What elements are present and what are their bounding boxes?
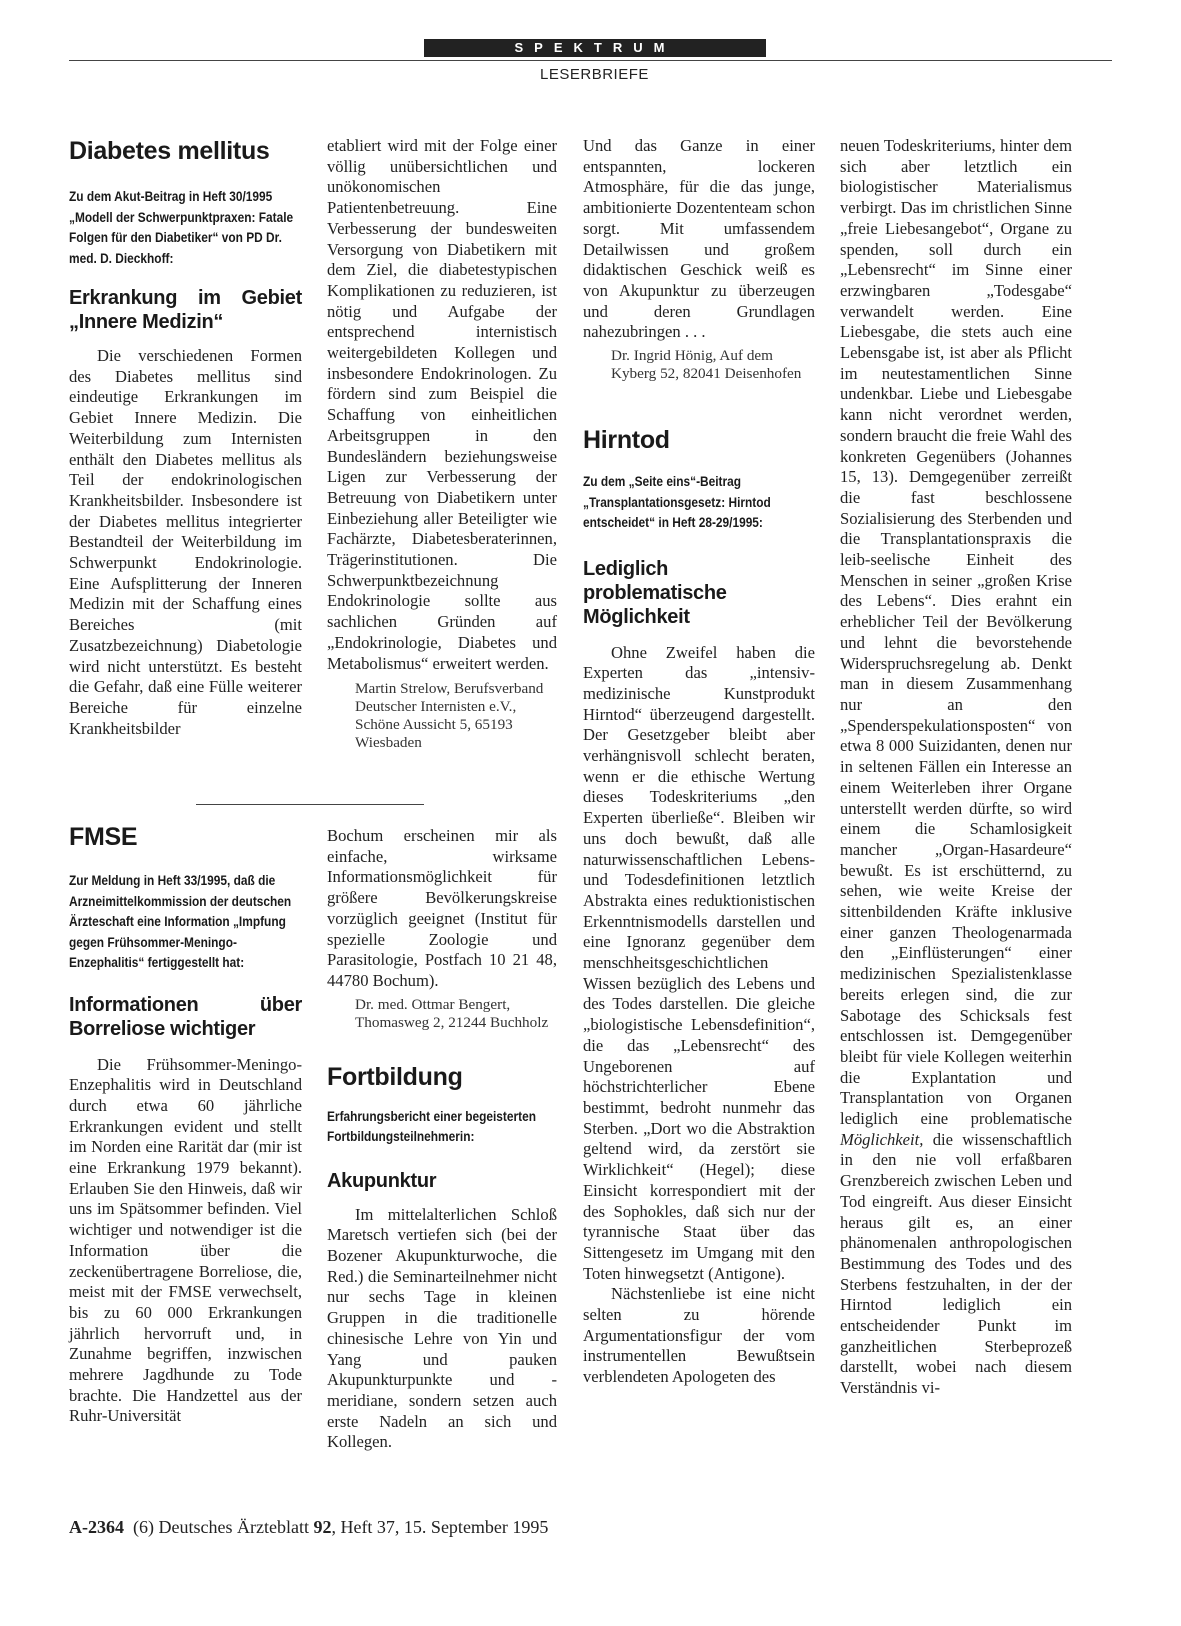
article-signature-diabetes: Martin Strelow, Berufsverband Deutscher Internisten e.V., Schöne Aussicht 5, 65193 Wiesbaden xyxy=(355,680,544,752)
column-2-bottom xyxy=(327,826,557,1453)
article-title-fmse: FMSE xyxy=(69,823,138,851)
article-subtitle-fortbildung: Akupunktur xyxy=(327,1169,437,1192)
article-lede-fortbildung: Erfahrungsbericht einer begeisterten Fortbildungsteilnehmerin: xyxy=(327,1107,536,1145)
column-1-top xyxy=(69,136,302,739)
article-body-hirntod-3a: neuen Todeskriteriums, hinter dem sich aber letztlich ein biologistischer Materialismus verbirgt. Das im christlichen Sinne „freie Liebesangebot“, Organe zu spenden, soll durch ein „Lebensrecht“ im Sinne einer erzwingbaren „Todesgabe“ verwandelt werden. Eine Liebesgabe, die stets auch eine Lebensgabe ist, ist aber als Pflicht im neutestamentlichen Sinne undenkbar. Liebe und Liebesgabe kann nicht verordnet werden, sondern braucht die freie Wahl des konkreten Gegenübers (Johannes 15, 13). Demgegenüber zerreißt die fast beschlossene Sozialisierung des Sterbenden und die Transplantationspraxis die leib-seelische Einheit des Menschen in seiner „großen Krise des Lebens“. Dies erahnt ein erheblicher Teil der Bevölkerung und lehnt die bevorstehende Widerspruchsregelung ab. Denkt man in diesem Zusammenhang nur an den „Spenderspekulationsposten“ von etwa 8 000 Suizidanten, denen nur in seltenen Fällen ein Interesse an einem Weiterleben ihrer Organe unterstellt werden dürfte, so wird einem die Schamlosigkeit mancher „Organ-Hasardeure“ bewußt. Es ist erschütternd, zu sehen, wie weite Kreise der sittenbildenden Kräfte inklusive einer ganzen Theologenarmada den „Einflüsterungen“ einer medizinischen Spezialistenklasse bereits erlegen sind, die zur Sabotage des Schicksals fest entschlossen ist. Demgegenüber bleibt für viele Kollegen weiterhin die Explantation und Transplantation von Organen lediglich eine problematische xyxy=(840,136,1072,1129)
column-3 xyxy=(583,136,815,1388)
article-lede-fmse: Zur Meldung in Heft 33/1995, daß die Arzneimittelkommission der deutschen Ärzteschaft eine Information „Impfung gegen Frühsommer-Meningo-Enzephalitis“ fertiggestellt hat: xyxy=(69,872,292,970)
article-signature-fortbildung: Dr. Ingrid Hönig, Auf dem Kyberg 52, 82041 Deisenhofen xyxy=(611,347,802,383)
column-2-top xyxy=(327,136,557,752)
section-banner: SPEKTRUM xyxy=(424,39,766,57)
article-body-hirntod-2: Nächstenliebe ist eine nicht selten zu hörende Argumentationsfigur der vom instrumentellen Bewußtsein verblendeten Apologeten des xyxy=(583,1284,815,1387)
article-lede-hirntod: Zu dem „Seite eins“-Beitrag „Transplantationsgesetz: Hirntod entscheidet“ in Heft 28-29/1995: xyxy=(583,473,771,531)
article-body-fortbildung-2: Und das Ganze in einer entspannten, lockeren Atmosphäre, für die das junge, ambitionierte Dozententeam schon sorgt. Mit umfassendem Detailwissen und großem didaktischen Geschick weiß es von Akupunktur zu überzeugen und deren Grundlagen nahezubringen . . . xyxy=(583,136,815,342)
article-body-hirntod-emphasis: Möglichkeit, xyxy=(840,1129,924,1149)
article-body-hirntod-1: Ohne Zweifel haben die Experten das „intensiv-medizinische Kunstprodukt Hirntod“ überzeugend dargestellt. Der Gesetzgeber bleibt aber verhängnisvoll schlecht beraten, wenn er die ethische Wertung dieses Todeskriteriums „den Experten überließe“. Bleiben wir uns doch bewußt, daß alle naturwissenschaftlichen Lebens- und Todesdefinitionen letztlich Abstrakta eines reduktionistischen Erkenntnismodells darstellen und eine Ignoranz gegenüber dem menschheitsgeschichtlichen Wissen bezüglich des Lebens und des Todes darstellen. Die gleiche „biologistische Lebensdefinition“, die das „Lebensrecht“ des Ungeborenen auf höchstrichterlicher Ebene bestimmt, bedroht nunmehr das Sterben. „Dort wo die Abstraktion geltend wird, da zerstört sie Wirklichkeit“ (Hegel); diese Einsicht korrespondiert mit der des Sophokles, daß sich nur der tyrannische Staat über das Sittengesetz im Umgang mit den Toten hinwegsetzt (Antigone). xyxy=(583,642,815,1283)
article-subtitle-fmse: Informationen über Borreliose wichtiger xyxy=(69,993,302,1040)
header-rule xyxy=(69,60,1112,61)
column-1-bottom xyxy=(69,822,302,1427)
journal-name: Deutsches Ärzteblatt xyxy=(158,1517,309,1537)
page-footer xyxy=(69,1517,548,1538)
article-lede-diabetes: Zu dem Akut-Beitrag in Heft 30/1995 „Modell der Schwerpunktpraxen: Fatale Folgen für den Diabetiker“ von PD Dr. med. D. Dieckhoff: xyxy=(69,188,294,266)
issue-info: Heft 37, 15. September 1995 xyxy=(340,1517,549,1537)
article-body-hirntod-3b: die wissenschaftlich in den nie voll erfaßbaren Grenzbereich zwischen Leben und Tod eingreift. Aus dieser Einsicht heraus gilt es, an einer phänomenalen anthropologischen Bestimmung des Todes und des Sterbens festzuhalten, in der der Hirntod lediglich ein entscheidender Punkt im ganzheitlichen Sterbeprozeß darstellt, wobei nach diesem Verständnis vi- xyxy=(840,1129,1072,1398)
article-subtitle-diabetes: Erkrankung im Gebiet „Innere Medizin“ xyxy=(69,287,302,333)
article-body-fortbildung-1: Im mittelalterlichen Schloß Maretsch vertiefen sich (bei der Bozener Akupunkturwoche, die Red.) die Seminarteilnehmer nicht nur sechs Tage in kleinen Gruppen in die traditionelle chinesische Lehre von Yin und Yang und pauken Akupunkturpunkte und -meridiane, sondern setzen auch erste Nadeln an sich und Kollegen. xyxy=(327,1204,557,1452)
article-title-hirntod: Hirntod xyxy=(583,426,670,455)
article-signature-fmse: Dr. med. Ottmar Bengert, Thomasweg 2, 21244 Buchholz xyxy=(355,995,549,1031)
column-4 xyxy=(840,136,1072,1399)
article-title-fortbildung: Fortbildung xyxy=(327,1062,463,1091)
article-title-diabetes: Diabetes mellitus xyxy=(69,137,270,165)
article-body-fmse-2: Bochum erscheinen mir als einfache, wirksame Informationsmöglichkeit für größere Bevölkerungskreise vorzüglich geeignet (Institut für spezielle Zoologie und Parasitologie, Postfach 10 21 48, 44780 Bochum). xyxy=(327,826,557,990)
volume-number: 92 xyxy=(313,1517,332,1537)
page-number: A-2364 xyxy=(69,1517,124,1537)
issue-page: (6) xyxy=(133,1517,154,1537)
footer-separator: , xyxy=(331,1517,336,1537)
section-subtitle: LESERBRIEFE xyxy=(540,66,649,83)
article-subtitle-hirntod: Lediglich problematische Möglichkeit xyxy=(583,557,727,628)
article-body-diabetes-1: Die verschiedenen Formen des Diabetes mellitus sind eindeutige Erkrankungen im Gebiet Innere Medizin. Die Weiterbildung zum Internisten enthält den Diabetes mellitus als Teil der endokrinologischen Krankheitsbilder. Insbesondere ist der Diabetes mellitus integrierter Bestandteil der Weiterbildung im Schwerpunkt Endokrinologie. Eine Aufsplitterung der Inneren Medizin mit der Schaffung eines Bereiches (mit Zusatzbezeichnung) Diabetologie wird nicht unterstützt. Es besteht die Gefahr, daß eine Fülle weiterer Bereiche für einzelne Krankheitsbilder xyxy=(69,346,302,738)
article-body-fmse-1: Die Frühsommer-Meningo-Enzephalitis wird in Deutschland durch etwa 60 jährliche Erkrankungen evident und stellt im Norden eine Rarität dar (mir ist eine Erkrankung 1979 bekannt). Erlauben Sie den Hinweis, daß wir uns im Spätsommer befinden. Viel wichtiger und notwendiger ist die Information über die zeckenübertragene Borreliose, die, meist mit der FMSE verwechselt, bis zu 60 000 Erkrankungen jährlich hervorruft und, in Zunahme begriffen, inzwischen mehrere Jagdhunde zu Tode brachte. Die Handzettel aus der Ruhr-Universität xyxy=(69,1054,302,1426)
article-divider xyxy=(196,804,424,805)
article-body-hirntod-3 xyxy=(840,136,1072,1399)
article-body-diabetes-2: etabliert wird mit der Folge einer völlig unübersichtlichen und unökonomischen Patientenbetreuung. Eine Verbesserung der bundesweiten Versorgung von Diabetikern mit dem Ziel, die diabetestypischen Komplikationen zu reduzieren, ist nötig und Aufgabe der entsprechend internistisch weitergebildeten Kollegen und insbesondere Endokrinologen. Zu fördern sind zum Beispiel die Schaffung von einheitlichen Arbeitsgruppen in den Bundesländern beziehungsweise Ligen zur Verbesserung der Betreuung von Diabetikern unter Einbeziehung aller Beteiligter wie Fachärzte, Diabetesberaterinnen, Trägerinstitutionen. Die Schwerpunktbezeichnung Endokrinologie sollte aus sachlichen Gründen auf „Endokrinologie, Diabetes und Metabolismus“ erweitert werden. xyxy=(327,136,557,673)
